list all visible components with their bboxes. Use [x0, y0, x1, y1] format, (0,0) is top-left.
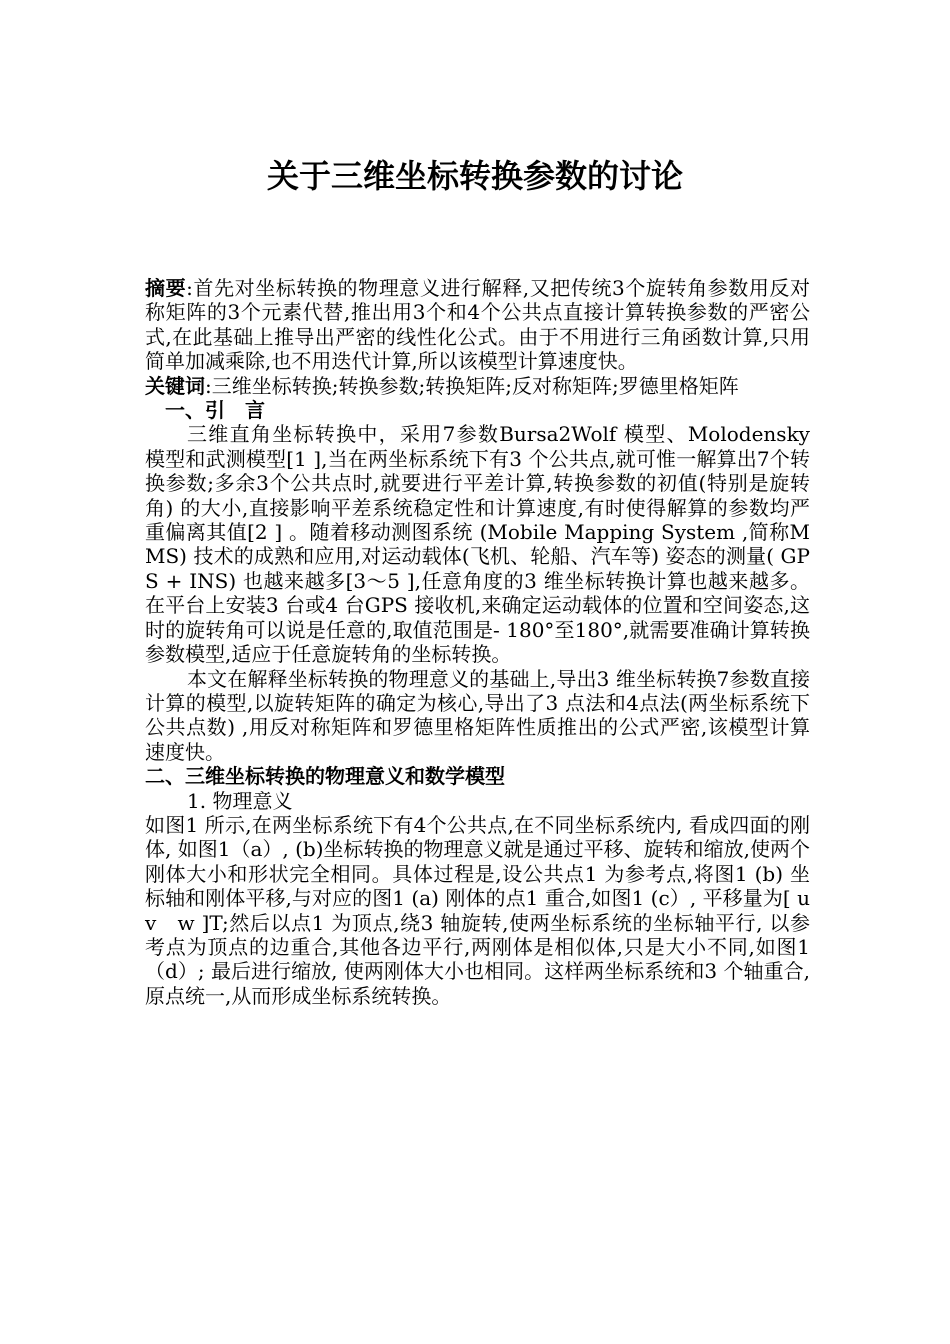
keywords-label: 关键词 — [145, 373, 205, 398]
section-heading-physical-meaning-and-model: 二、三维坐标转换的物理意义和数学模型 — [145, 764, 505, 789]
keywords-paragraph — [145, 374, 810, 398]
section-heading-introduction: 一、引 言 — [165, 398, 265, 423]
paper-title: 关于三维坐标转换参数的讨论 — [266, 157, 683, 195]
introduction-paragraph-2: 本文在解释坐标转换的物理意义的基础上,导出3 维坐标转换7参数直接计算的模型,以旋转矩阵的确定为核心,导出了3 点法和4点法(两坐标系统下公共点数) ,用反对称矩阵和罗德里格矩阵性质推出的公式严密,该模型计算速度快。 — [145, 666, 810, 764]
abstract-paragraph — [145, 276, 810, 374]
physical-meaning-paragraph: 如图1 所示,在两坐标系统下有4个公共点,在不同坐标系统内, 看成四面的刚体, 如图1（a）, (b)坐标转换的物理意义就是通过平移、旋转和缩放,使两个刚体大小和形状完全相同。具体过程是,设公共点1 为参考点,将图1 (b) 坐标轴和刚体平移,与对应的图1 (a) 刚体的点1 重合,如图1 (c）, 平移量为[ u v w ]T;然后以点1 为顶点,绕3 轴旋转,使两坐标系统的坐标轴平行, 以参考点为顶点的边重合,其他各边平行,两刚体是相似体,只是大小不同,如图1 （d）; 最后进行缩放, 使两刚体大小也相同。这样两坐标系统和3 个轴重合,原点统一,从而形成坐标系统转换。 — [145, 812, 830, 1008]
subsection-heading-physical-meaning: 1. 物理意义 — [187, 788, 293, 813]
paper-body — [145, 276, 830, 1008]
introduction-paragraph-1: 三维直角坐标转换中，采用7参数Bursa2Wolf 模型、Molodensky 模型和武测模型[1 ],当在两坐标系统下有3 个公共点,就可惟一解算出7个转换参数;多余3个公共点时,就要进行平差计算,转换参数的初值(特别是旋转角) 的大小,直接影响平差系统稳定性和计算速度,有时使得解算的参数均严重偏离其值[2 ] 。随着移动测图系统 (Mobile Mapping System ,简称MMS) 技术的成熟和应用,对运动载体(飞机、轮船、汽车等) 姿态的测量( GPS + INS) 也越来越多[3～5 ],任意角度的3 维坐标转换计算也越来越多。在平台上安装3 台或4 台GPS 接收机,来确定运动载体的位置和空间姿态,这时的旋转角可以说是任意的,取值范围是- 180°至180°,就需要准确计算转换参数模型,适应于任意旋转角的坐标转换。 — [145, 422, 810, 667]
abstract-text: :首先对坐标转换的物理意义进行解释,又把传统3个旋转角参数用反对称矩阵的3个元素代替,推出用3个和4个公共点直接计算转换参数的严密公式,在此基础上推导出严密的线性化公式。由于不用进行三角函数计算,只用简单加减乘除,也不用迭代计算,所以该模型计算速度快。 — [145, 276, 811, 374]
keywords-text: :三维坐标转换;转换参数;转换矩阵;反对称矩阵;罗德里格矩阵 — [205, 373, 739, 398]
abstract-label: 摘要 — [145, 276, 187, 300]
